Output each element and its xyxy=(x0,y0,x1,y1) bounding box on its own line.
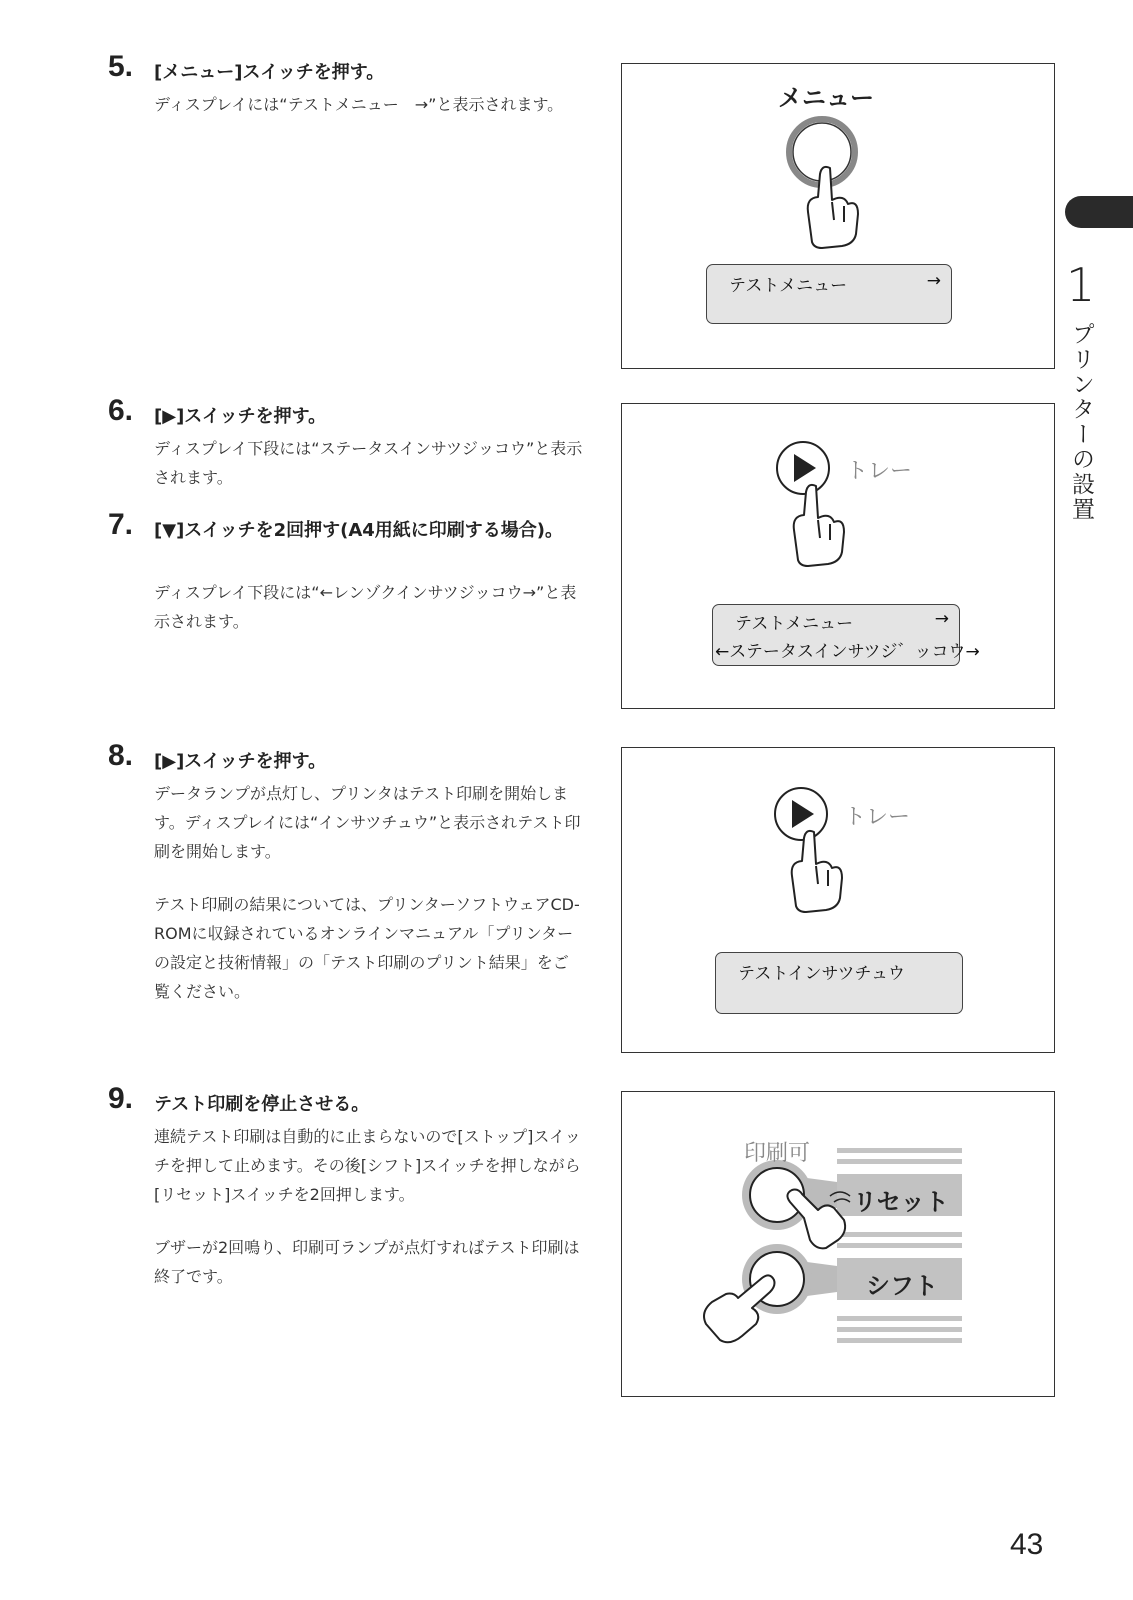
reset-shift-illustration xyxy=(622,1092,1054,1396)
chapter-tab xyxy=(1065,196,1133,228)
lcd-display xyxy=(715,952,963,1014)
print-ready-lamp-label: 印刷可 xyxy=(744,1141,811,1166)
arrow-right-icon: → xyxy=(934,609,949,629)
step-title: [▶]スイッチを押す。 xyxy=(154,751,327,772)
step-7 xyxy=(108,508,588,636)
reset-label: リセット xyxy=(853,1188,949,1216)
lcd-display xyxy=(706,264,952,324)
step-number: 6. xyxy=(108,394,134,427)
step-title: [メニュー]スイッチを押す。 xyxy=(154,62,385,83)
shift-label: シフト xyxy=(866,1272,938,1300)
step-number: 9. xyxy=(108,1082,134,1115)
step-title: [▶]スイッチを押す。 xyxy=(154,406,327,427)
step-text: テスト印刷の結果については、プリンターソフトウェアCD-ROMに収録されているオンラインマニュアル「プリンターの設定と技術情報」の「テスト印刷のプリント結果」をご覧ください。 xyxy=(154,895,580,1001)
chapter-title: プリンターの設置 xyxy=(1068,322,1094,522)
pointing-hand-icon xyxy=(792,831,842,912)
step-title: テスト印刷を停止させる。 xyxy=(154,1094,370,1115)
step-title: [▼]スイッチを2回押す(A4用紙に印刷する場合)。 xyxy=(154,520,564,541)
display-line-2: ←ステータスインサツジ゛ッコウ→ xyxy=(715,642,980,662)
page-number: 43 xyxy=(1010,1528,1044,1561)
lcd-display xyxy=(712,604,980,666)
step-9 xyxy=(108,1082,588,1291)
chapter-number: 1 xyxy=(1066,258,1096,312)
menu-button-label: メニュー xyxy=(778,84,874,112)
step-text: 連続テスト印刷は自動的に止まらないので[ストップ]スイッチを押して止めます。その後[シフト]スイッチを押しながら[リセット]スイッチを2回押します。 xyxy=(154,1127,581,1204)
display-line-1: テストメニュー xyxy=(729,276,848,296)
tray-label: トレー xyxy=(846,459,913,484)
arrow-right-icon: → xyxy=(926,271,941,291)
step-text: ディスプレイには“テストメニュー →”と表示されます。 xyxy=(154,95,564,114)
step-number: 7. xyxy=(108,508,134,541)
pointing-hand-icon xyxy=(794,485,844,566)
step-text: データランプが点灯し、プリンタはテスト印刷を開始します。ディスプレイには“インサツチュウ”と表示されテスト印刷を開始します。 xyxy=(154,784,581,861)
step-text: ディスプレイ下段には“ステータスインサツジッコウ”と表示されます。 xyxy=(154,439,583,487)
step-number: 8. xyxy=(108,739,134,772)
tray-label: トレー xyxy=(844,805,911,830)
step-5 xyxy=(108,50,588,119)
step-text: ディスプレイ下段には“←レンゾクインサツジッコウ→”と表示されます。 xyxy=(154,583,577,631)
step-text: ブザーが2回鳴り、印刷可ランプが点灯すればテスト印刷は終了です。 xyxy=(154,1238,580,1286)
figure-menu-button xyxy=(621,63,1055,369)
display-line-1: テストメニュー xyxy=(735,614,854,634)
step-8 xyxy=(108,739,588,1006)
figure-right-button-printing xyxy=(621,747,1055,1053)
figure-reset-shift xyxy=(621,1091,1055,1397)
step-6 xyxy=(108,394,588,492)
step-number: 5. xyxy=(108,50,134,83)
figure-right-button xyxy=(621,403,1055,709)
display-line-1: テストインサツチュウ xyxy=(738,964,905,984)
